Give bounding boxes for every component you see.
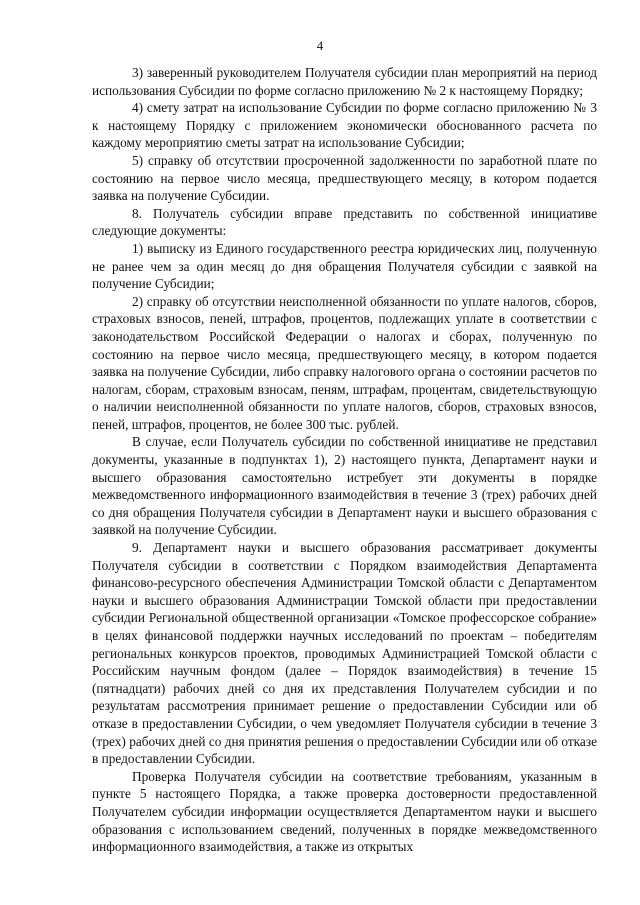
page-number: 4 xyxy=(316,38,324,53)
paragraph-item-2-tax-certificate: 2) справку об отсутствии неисполненной обязанности по уплате налогов, сборов, страховых взносов, пеней, штрафов, процентов, подлежащих уплате в соответствии с законодательством Российской Федерации о налогах и сборах, полученную по состоянию на первое число месяца, предшествующего месяцу, в котором подается заявка на получение Субсидии, либо справку налогового органа о состоянии расчетов по налогам, сборам, страховым взносам, пеням, штрафам, процентам, свидетельствующую о наличии неисполненной обязанности по уплате налогов, сборов, страховых взносов, пеней, штрафов, процентов, не более 300 тыс. рублей. xyxy=(92,293,597,432)
paragraph-section-9: 9. Департамент науки и высшего образования рассматривает документы Получателя субсидии в соответствии с Порядком взаимодействия Департамента финансово-ресурсного обеспечения Администрации Томской области с Департаментом науки и высшего образования Администрации Томской области при предоставлении субсидии Региональной общественной организации «Томское профессорское собрание» в целях финансовой поддержки научных исследований по проектам – победителям региональных конкурсов проектов, проводимых Администрацией Томской области с Российским научным фондом (далее – Порядок взаимодействия) в течение 15 (пятнадцати) рабочих дней со дня их представления Получателем субсидии и по результатам рассмотрения принимает решение о предоставлении Субсидии или об отказе в предоставлении Субсидии, о чем уведомляет Получателя субсидии в течение 3 (трех) рабочих дней со дня принятия решения о предоставлении Субсидии или об отказе в предоставлении Субсидии. xyxy=(92,540,597,767)
paragraph-section-8: 8. Получатель субсидии вправе представить по собственной инициативе следующие документы: xyxy=(92,205,597,239)
paragraph-item-1-registry-extract: 1) выписку из Единого государственного реестра юридических лиц, полученную не ранее чем за один месяц до дня обращения Получателя субсидии с заявкой на получение Субсидии; xyxy=(92,240,597,292)
paragraph-documents-request: В случае, если Получатель субсидии по собственной инициативе не представил документы, указанные в подпунктах 1), 2) настоящего пункта, Департамент науки и высшего образования самостоятельно истребует эти документы в порядке межведомственного информационного взаимодействия в течение 3 (трех) рабочих дней со дня обращения Получателя субсидии в Департамент науки и высшего образования с заявкой на получение Субсидии. xyxy=(92,434,597,538)
document-body xyxy=(92,64,597,856)
paragraph-item-4-estimate: 4) смету затрат на использование Субсидии по форме согласно приложению № 3 к настоящему Порядку с приложением экономически обоснованного расчета по каждому мероприятию сметы затрат на использование Субсидии; xyxy=(92,100,597,151)
paragraph-item-5-salary-certificate: 5) справку об отсутствии просроченной задолженности по заработной плате по состоянию на первое число месяца, предшествующего месяцу, в котором подается заявка на получение Субсидии. xyxy=(92,152,597,204)
paragraph-item-3-plan: 3) заверенный руководителем Получателя субсидии план мероприятий на период использования Субсидии по форме согласно приложению № 2 к настоящему Порядку; xyxy=(92,65,597,98)
paragraph-verification: Проверка Получателя субсидии на соответствие требованиям, указанным в пункте 5 настоящего Порядка, а также проверка достоверности предоставленной Получателем субсидии информации осуществляется Департаментом науки и высшего образования с использованием сведений, полученных в порядке межведомственного информационного взаимодействия, а также из открытых xyxy=(92,768,597,855)
